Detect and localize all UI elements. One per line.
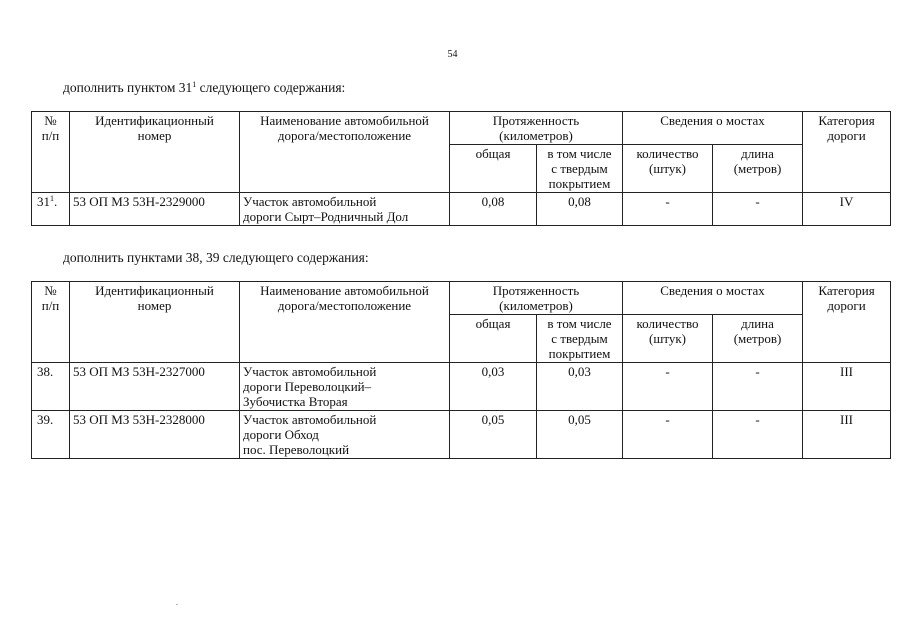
- section1-intro-superscript: 1: [192, 80, 197, 89]
- header-id: [70, 282, 240, 363]
- header-name-line2: дорога/местоположение: [277, 128, 412, 143]
- row-length-paved: 0,08: [537, 193, 623, 226]
- table-row: [32, 411, 891, 459]
- table-row: [32, 363, 891, 411]
- header-id: [70, 112, 240, 193]
- header-category-line1: Категория: [818, 283, 875, 298]
- header-name-line2: дорога/местоположение: [277, 298, 412, 313]
- header-name: [240, 282, 450, 363]
- row-category: III: [803, 363, 891, 411]
- section1-intro: [63, 80, 345, 96]
- row-length-total: 0,05: [450, 411, 537, 459]
- header-name-line1: Наименование автомобильной: [260, 283, 429, 298]
- row-category: IV: [803, 193, 891, 226]
- header-name-line1: Наименование автомобильной: [260, 113, 429, 128]
- row-name-line3: пос. Переволоцкий: [243, 442, 350, 457]
- header-length-line2: (километров): [499, 128, 573, 143]
- header-length-paved-line1: в том числе: [547, 316, 612, 331]
- row-number: 39.: [32, 411, 70, 459]
- row-id: 53 ОП МЗ 53Н-2328000: [70, 411, 240, 459]
- section2-intro: дополнить пунктами 38, 39 следующего содержания:: [63, 250, 369, 265]
- header-length-line1: Протяженность: [492, 113, 580, 128]
- header-length: [450, 112, 623, 145]
- row-name: [240, 363, 450, 411]
- row-id: 53 ОП МЗ 53Н-2329000: [70, 193, 240, 226]
- header-category: [803, 282, 891, 363]
- header-id-line1: Идентификационный: [95, 113, 214, 128]
- roads-table-1: [31, 111, 891, 226]
- header-length-total: общая: [450, 315, 537, 363]
- header-category-line2: дороги: [827, 298, 866, 313]
- header-length-paved-line2: с твердым: [551, 161, 608, 176]
- header-length-total: общая: [450, 145, 537, 193]
- row-name-line2: дороги Обход: [243, 427, 319, 442]
- page-number: 54: [447, 49, 458, 60]
- header-length-paved: [537, 315, 623, 363]
- header-bridges-length-line2: (метров): [733, 331, 782, 346]
- row-bridges-count: -: [623, 363, 713, 411]
- header-name: [240, 112, 450, 193]
- header-length-paved-line1: в том числе: [547, 146, 612, 161]
- row-number: 38.: [32, 363, 70, 411]
- header-length-paved-line3: покрытием: [548, 176, 611, 191]
- header-id-line2: номер: [137, 128, 172, 143]
- header-number-line2: п/п: [41, 298, 60, 313]
- header-number-line1: №: [44, 283, 57, 298]
- row-bridges-count: -: [623, 411, 713, 459]
- header-id-line2: номер: [137, 298, 172, 313]
- table-header-row: [32, 112, 891, 145]
- row-name: [240, 411, 450, 459]
- row-name-line2: дороги Переволоцкий–: [243, 379, 372, 394]
- header-bridges-count-line2: (штук): [649, 161, 686, 176]
- header-category-line2: дороги: [827, 128, 866, 143]
- header-bridges-length-line1: длина: [741, 146, 774, 161]
- header-id-line1: Идентификационный: [95, 283, 214, 298]
- row-number: [32, 193, 70, 226]
- row-number-value: 31: [37, 194, 50, 209]
- header-bridges: Сведения о мостах: [623, 282, 803, 315]
- header-bridges-length: [713, 145, 803, 193]
- header-number: [32, 282, 70, 363]
- header-length-line2: (километров): [499, 298, 573, 313]
- row-category: III: [803, 411, 891, 459]
- section1-intro-text: дополнить пунктом 31: [63, 80, 193, 95]
- header-length: [450, 282, 623, 315]
- header-bridges-length: [713, 315, 803, 363]
- header-bridges-count-line1: количество: [636, 146, 699, 161]
- header-bridges: Сведения о мостах: [623, 112, 803, 145]
- row-length-total: 0,03: [450, 363, 537, 411]
- row-name-line3: Зубочистка Вторая: [243, 394, 348, 409]
- row-name-line1: Участок автомобильной: [243, 412, 377, 427]
- header-category: [803, 112, 891, 193]
- header-bridges-count: [623, 145, 713, 193]
- header-length-paved-line2: с твердым: [551, 331, 608, 346]
- header-length-paved-line3: покрытием: [548, 346, 611, 361]
- row-length-total: 0,08: [450, 193, 537, 226]
- header-length-paved: [537, 145, 623, 193]
- header-number: [32, 112, 70, 193]
- header-category-line1: Категория: [818, 113, 875, 128]
- row-number-superscript: 1: [50, 194, 54, 203]
- roads-table-2: [31, 281, 891, 459]
- row-number-suffix: .: [54, 194, 58, 209]
- row-length-paved: 0,03: [537, 363, 623, 411]
- header-bridges-count-line2: (штук): [649, 331, 686, 346]
- row-bridges-length: -: [713, 193, 803, 226]
- section1-intro-tail: следующего содержания:: [196, 80, 346, 95]
- row-name-line2: дороги Сырт–Родничный Дол: [243, 209, 409, 224]
- row-id: 53 ОП МЗ 53Н-2327000: [70, 363, 240, 411]
- table-row: [32, 193, 891, 226]
- table-header-row: [32, 282, 891, 315]
- row-name-line1: Участок автомобильной: [243, 194, 377, 209]
- row-length-paved: 0,05: [537, 411, 623, 459]
- header-number-line2: п/п: [41, 128, 60, 143]
- header-number-line1: №: [44, 113, 57, 128]
- row-bridges-length: -: [713, 411, 803, 459]
- row-bridges-count: -: [623, 193, 713, 226]
- scan-dot: [176, 604, 178, 605]
- header-length-line1: Протяженность: [492, 283, 580, 298]
- header-bridges-count: [623, 315, 713, 363]
- row-name: [240, 193, 450, 226]
- header-bridges-length-line2: (метров): [733, 161, 782, 176]
- row-name-line1: Участок автомобильной: [243, 364, 377, 379]
- row-bridges-length: -: [713, 363, 803, 411]
- header-bridges-length-line1: длина: [741, 316, 774, 331]
- header-bridges-count-line1: количество: [636, 316, 699, 331]
